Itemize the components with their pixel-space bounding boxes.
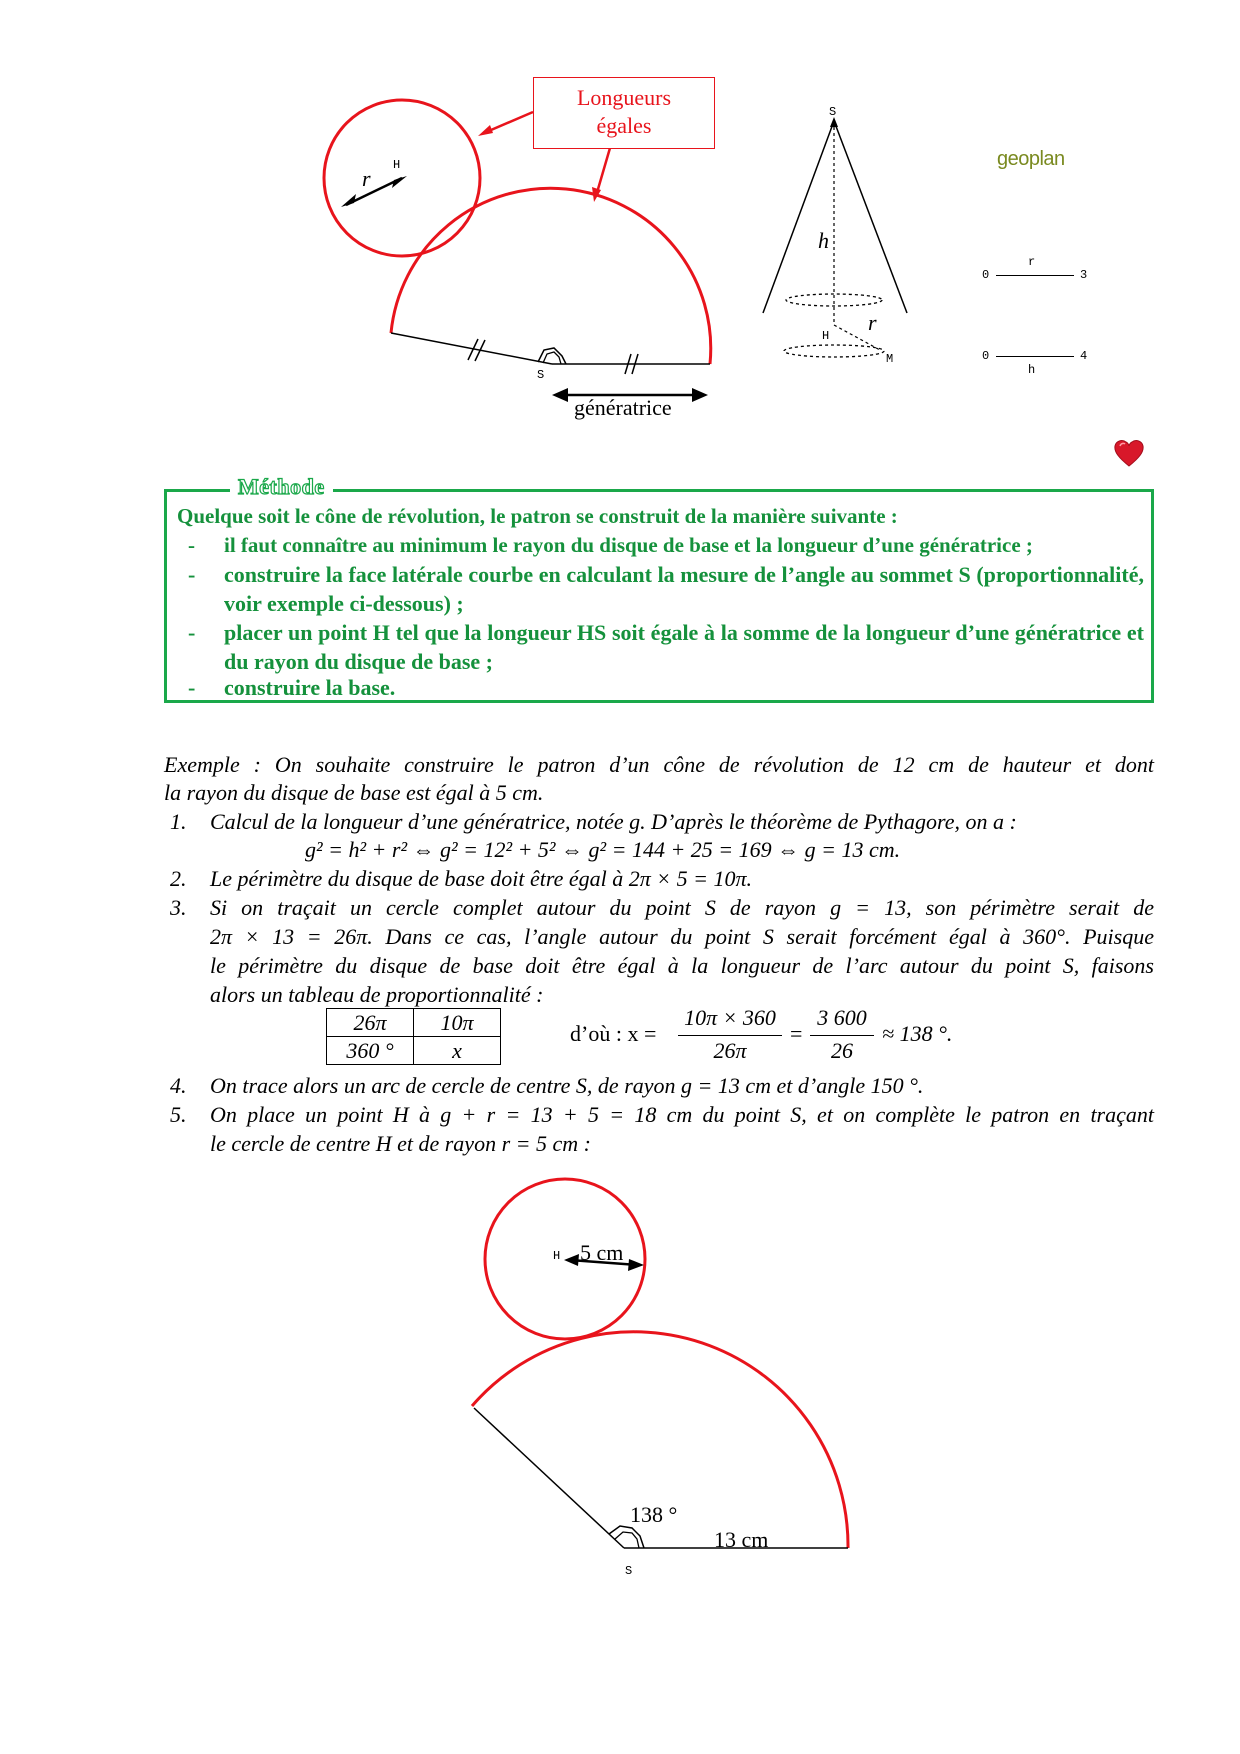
result-suffix: ≈ 138 °. <box>882 1021 953 1046</box>
methode-intro: Quelque soit le cône de révolution, le patron se construit de la manière suivante : <box>177 504 898 528</box>
top-label-r: r <box>362 166 371 191</box>
bottom-label-S: S <box>625 1564 633 1578</box>
frac-1-num: 10π × 360 <box>684 1005 776 1030</box>
slider-h-max: 4 <box>1080 349 1088 363</box>
step-number: 3. <box>170 895 187 920</box>
top-label-S: S <box>537 368 545 382</box>
generatrice-label: génératrice <box>574 395 672 420</box>
lateral-arc <box>391 188 711 364</box>
frac-2-num: 3 600 <box>817 1005 867 1030</box>
slider-r-track[interactable] <box>996 275 1074 276</box>
frac-2-den: 26 <box>831 1038 853 1063</box>
step-5-line: le cercle de centre H et de rayon r = 5 cm : <box>210 1131 591 1156</box>
equals-sign: = <box>790 1021 803 1046</box>
slider-h-min: 0 <box>982 349 990 363</box>
methode-dash: - <box>188 675 196 700</box>
table-cell: 10π <box>414 1009 501 1037</box>
methode-item-text: construire la face latérale courbe en calculant la mesure de l’angle au sommet S (proportionnalité, voir exemple ci-dessous) ; <box>224 562 1144 616</box>
methode-dash: - <box>188 533 195 557</box>
heart-icon <box>1113 438 1145 468</box>
step-3-line: Si on traçait un cercle complet autour du point S de rayon g = 13, son périmètre serait de <box>210 895 1154 920</box>
cone-figure <box>750 95 910 375</box>
generatrice-left <box>391 333 552 364</box>
step-3-line: le périmètre du disque de base doit être égal à la longueur de l’arc autour du point S, faisons <box>210 953 1154 978</box>
table-row <box>327 1009 501 1037</box>
geoplan-logo: geoplan <box>997 148 1065 170</box>
table-row <box>327 1037 501 1065</box>
step-number: 1. <box>170 809 187 834</box>
callout-line-1: Longueurs <box>576 85 672 110</box>
step-3-line: 2π × 13 = 26π. Dans ce cas, l’angle autour du point S serait forcément égal à 360°. Puisque <box>210 924 1154 949</box>
bottom-length-label: 13 cm <box>714 1527 769 1552</box>
callout-arrow-2 <box>596 148 610 196</box>
table-cell: x <box>414 1037 501 1065</box>
table-cell: 26π <box>327 1009 414 1037</box>
methode-dash: - <box>188 620 196 645</box>
step-number: 5. <box>170 1102 187 1127</box>
bottom-label-H: H <box>553 1249 561 1263</box>
slider-h[interactable] <box>982 349 1092 389</box>
exemple-intro-1: Exemple : On souhaite construire le patron d’un cône de révolution de 12 cm de hauteur et dont <box>164 752 1154 777</box>
proportion-table <box>326 1008 501 1065</box>
result-prefix: d’où : x = <box>570 1021 657 1046</box>
methode-item-text: il faut connaître au minimum le rayon du disque de base et la longueur d’une génératrice ; <box>224 533 1033 557</box>
step-2-text: Le périmètre du disque de base doit être égal à 2π × 5 = 10π. <box>210 866 752 891</box>
callout-box <box>533 77 715 149</box>
methode-title: Méthode <box>230 474 333 500</box>
exemple-intro-2: la rayon du disque de base est égal à 5 cm. <box>164 780 544 805</box>
bottom-radius-label: 5 cm <box>580 1240 624 1265</box>
top-patron-figure <box>0 0 760 440</box>
methode-dash: - <box>188 562 196 587</box>
step-1-formula: g² = h² + r² ⇔ g² = 12² + 5² ⇔ g² = 144 + 25 = 169 ⇔ g = 13 cm. <box>305 837 901 862</box>
slider-r[interactable] <box>982 255 1092 295</box>
cone-label-r: r <box>868 310 877 335</box>
methode-item-text: construire la base. <box>224 675 396 700</box>
slider-r-max: 3 <box>1080 268 1088 282</box>
slider-r-name: r <box>1028 255 1036 269</box>
cone-label-M: M <box>886 352 894 366</box>
slider-r-min: 0 <box>982 268 990 282</box>
step-number: 4. <box>170 1073 187 1098</box>
cone-label-H: H <box>822 329 830 343</box>
step-1-text: Calcul de la longueur d’une génératrice, notée g. D’après le théorème de Pythagore, on a : <box>210 809 1017 834</box>
callout-line-2: égales <box>596 113 652 138</box>
slider-h-name: h <box>1028 363 1036 377</box>
step-3-line: alors un tableau de proportionnalité : <box>210 982 544 1007</box>
step-4-text: On trace alors un arc de cercle de centre S, de rayon g = 13 cm et d’angle 150 °. <box>210 1073 924 1098</box>
step-number: 2. <box>170 866 187 891</box>
bottom-angle-label: 138 ° <box>630 1502 678 1527</box>
frac-1-den: 26π <box>713 1038 747 1063</box>
cone-label-h: h <box>818 228 829 253</box>
generatrice-bottom-left <box>474 1408 624 1548</box>
cone-label-S: S <box>829 105 837 119</box>
methode-item-text: placer un point H tel que la longueur HS soit égale à la somme de la longueur d’une génératrice et du rayon du disque de base ; <box>224 620 1144 674</box>
table-cell: 360 ° <box>327 1037 414 1065</box>
slider-h-track[interactable] <box>996 356 1074 357</box>
step-5-line: On place un point H à g + r = 13 + 5 = 18 cm du point S, et on complète le patron en traçant <box>210 1102 1154 1127</box>
top-label-H: H <box>393 158 401 172</box>
